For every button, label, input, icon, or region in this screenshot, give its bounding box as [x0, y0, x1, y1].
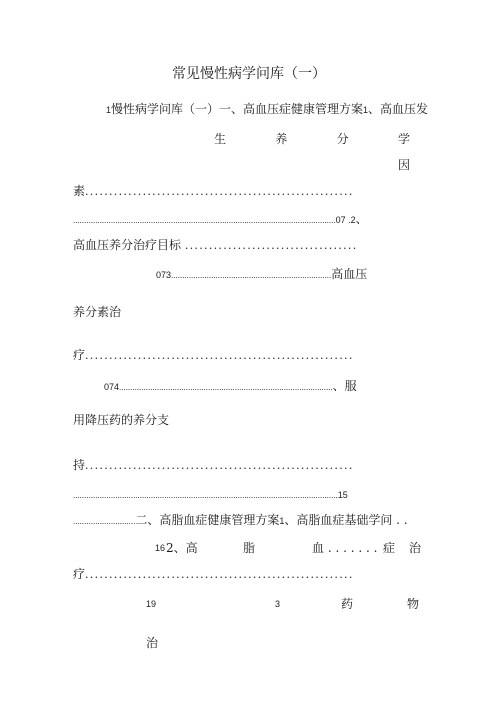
dot-leader: ....................................................................................................................... — [73, 492, 338, 500]
dot-leader: ...................................................................................................................... — [73, 217, 336, 225]
toc-line-11: 用降压药的养分支 — [73, 413, 170, 427]
page-number: 073 — [156, 270, 172, 280]
dot-leader: ........................................................ — [85, 185, 354, 198]
toc-text: 、服 — [332, 379, 357, 393]
page-number: 07 .2 — [335, 215, 356, 225]
toc-number: 1 — [106, 105, 112, 115]
toc-text: 高血压养分治疗目标 — [73, 238, 182, 252]
dot-leader: ........................................................ — [85, 459, 354, 472]
toc-text: 慢性病学问库（一）一、高血压症健康管理方案 — [111, 102, 364, 116]
toc-line-6 — [73, 239, 358, 251]
toc-text: 高血压 — [331, 267, 368, 281]
toc-line-9 — [73, 349, 354, 361]
dot-leader: ........................................................................ — [171, 272, 332, 280]
toc-line-18: 治 — [146, 636, 159, 650]
page-number: 074 — [104, 382, 120, 392]
toc-char: 素 — [73, 184, 86, 198]
toc-number: 1 — [363, 105, 369, 115]
toc-line-16 — [73, 568, 354, 580]
dot-leader: ................................................................................................ — [119, 384, 333, 392]
toc-char: 症 — [383, 541, 396, 555]
dot-leader: .................................... — [184, 239, 358, 252]
toc-text: 、 — [355, 212, 368, 226]
toc-line-1 — [106, 103, 428, 115]
toc-line-12 — [73, 459, 354, 471]
dot-leader: ............................ — [73, 518, 136, 526]
toc-line-8: 养分素治 — [73, 305, 122, 319]
toc-line-15 — [0, 542, 500, 556]
dot-leader: ........................................................ — [85, 568, 354, 581]
toc-number: 1 — [279, 516, 285, 526]
dot-leader: ........................................................ — [85, 349, 354, 362]
toc-char: 疗 — [73, 348, 86, 362]
toc-char: 治 — [409, 541, 422, 555]
toc-number: 3 — [275, 599, 281, 609]
toc-line-13 — [73, 488, 348, 500]
toc-char: 脂 — [243, 541, 256, 555]
toc-text: 二、高脂血症健康管理方案 — [135, 513, 280, 527]
toc-line-10 — [104, 380, 357, 392]
toc-text: 2、高 — [166, 541, 198, 555]
toc-text: 血 . . . . . . . — [312, 541, 378, 555]
toc-char: 药 — [341, 597, 354, 611]
toc-char: 分 — [336, 132, 349, 146]
toc-line-5 — [73, 213, 368, 225]
toc-char: 持 — [73, 458, 86, 472]
toc-char: 生 — [214, 132, 227, 146]
toc-char: 学 — [397, 132, 410, 146]
toc-char: 养 — [275, 132, 288, 146]
page-number: 19 — [146, 599, 157, 609]
toc-line-17 — [0, 598, 500, 612]
toc-line-3: 因 — [398, 158, 411, 172]
toc-line-2 — [214, 133, 410, 145]
document-title: 常见慢性病学问库（一） — [172, 66, 326, 82]
toc-line-4 — [73, 185, 354, 197]
toc-text: 、高脂血症基础学问 . . — [284, 513, 408, 527]
toc-char: 物 — [407, 597, 420, 611]
page-number: 15 — [337, 490, 348, 500]
toc-line-7 — [156, 268, 367, 280]
toc-line-14 — [73, 514, 408, 526]
toc-text: 、高血压发 — [368, 102, 429, 116]
toc-char: 疗 — [73, 567, 86, 581]
page-number: 16 — [155, 543, 166, 553]
